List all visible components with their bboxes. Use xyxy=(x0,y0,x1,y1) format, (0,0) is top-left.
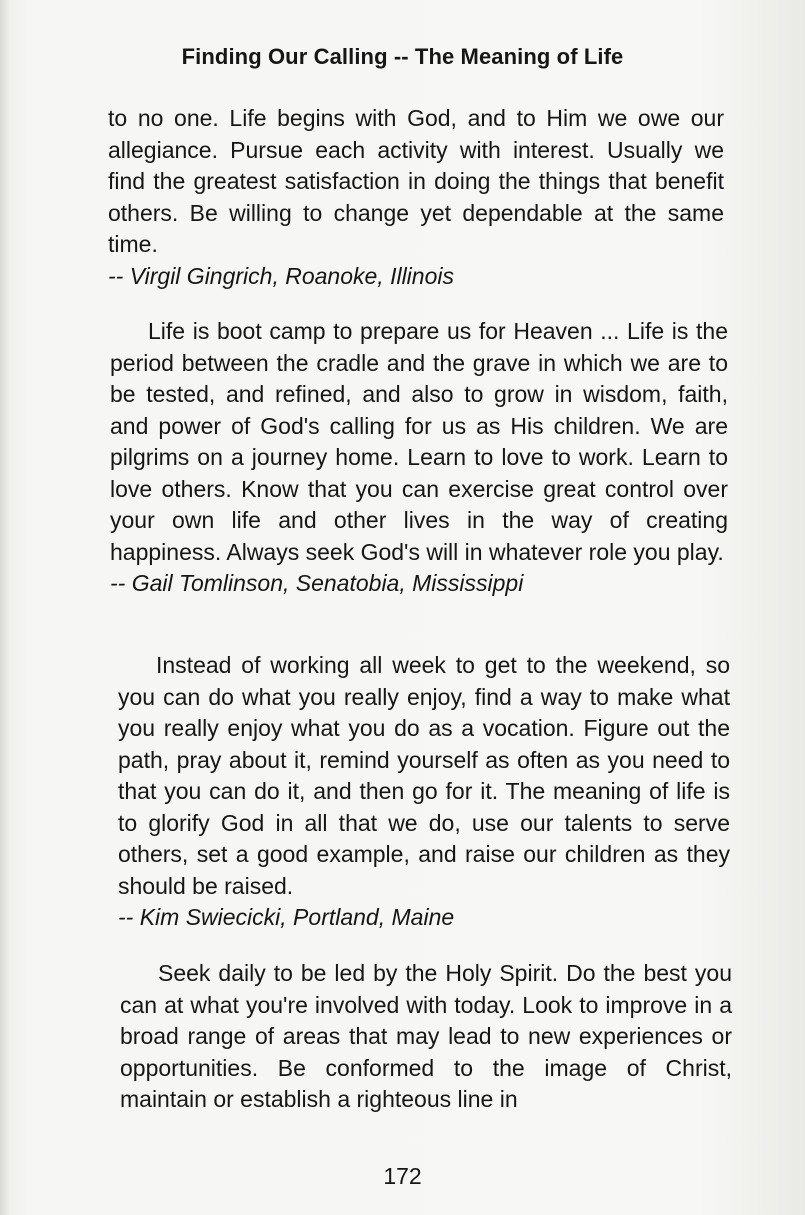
entry-attribution: -- Kim Swiecicki, Portland, Maine xyxy=(118,904,455,930)
entry-attribution: -- Gail Tomlinson, Senatobia, Mississippi xyxy=(110,570,524,596)
entry-text: Seek daily to be led by the Holy Spirit. Do the best you can at what you're involved with today. Look to improve in a broad range of areas that may lead to new experiences or opportunities. Be conformed to the image of Christ, maintain or establish a righteous line in xyxy=(120,960,732,1112)
entry xyxy=(118,650,730,934)
entry-text: to no one. Life begins with God, and to Him we owe our allegiance. Pursue each activity with interest. Usually we find the greatest satisfaction in doing the things that benefit others. Be willing to change yet dependable at the same time. xyxy=(108,105,724,257)
page-spine-shadow xyxy=(0,0,10,1215)
running-header: Finding Our Calling -- The Meaning of Life xyxy=(181,44,624,69)
entry-attribution: -- Virgil Gingrich, Roanoke, Illinois xyxy=(108,262,454,289)
entry xyxy=(120,958,732,1116)
entry-continued xyxy=(108,103,724,292)
page-number: 172 xyxy=(383,1163,422,1189)
entry-text: Life is boot camp to prepare us for Heaven ... Life is the period between the cradle and the grave in which we are to be tested, and refined, and also to grow in wisdom, faith, and power of God's calling for us as His children. We are pilgrims on a journey home. Learn to love to work. Learn to love others. Know that you can exercise great control over your own life and other lives in the way of creating happiness. Always seek God's will in whatever role you play. xyxy=(110,318,728,565)
entry-text: Instead of working all week to get to the weekend, so you can do what you really enjoy, find a way to make what you really enjoy what you do as a vocation. Figure out the path, pray about it, remind yourself as often as you need to that you can do it, and then go for it. The meaning of life is to glorify God in all that we do, use our talents to serve others, set a good example, and raise our children as they should be raised. xyxy=(118,652,730,899)
entry xyxy=(110,316,728,600)
